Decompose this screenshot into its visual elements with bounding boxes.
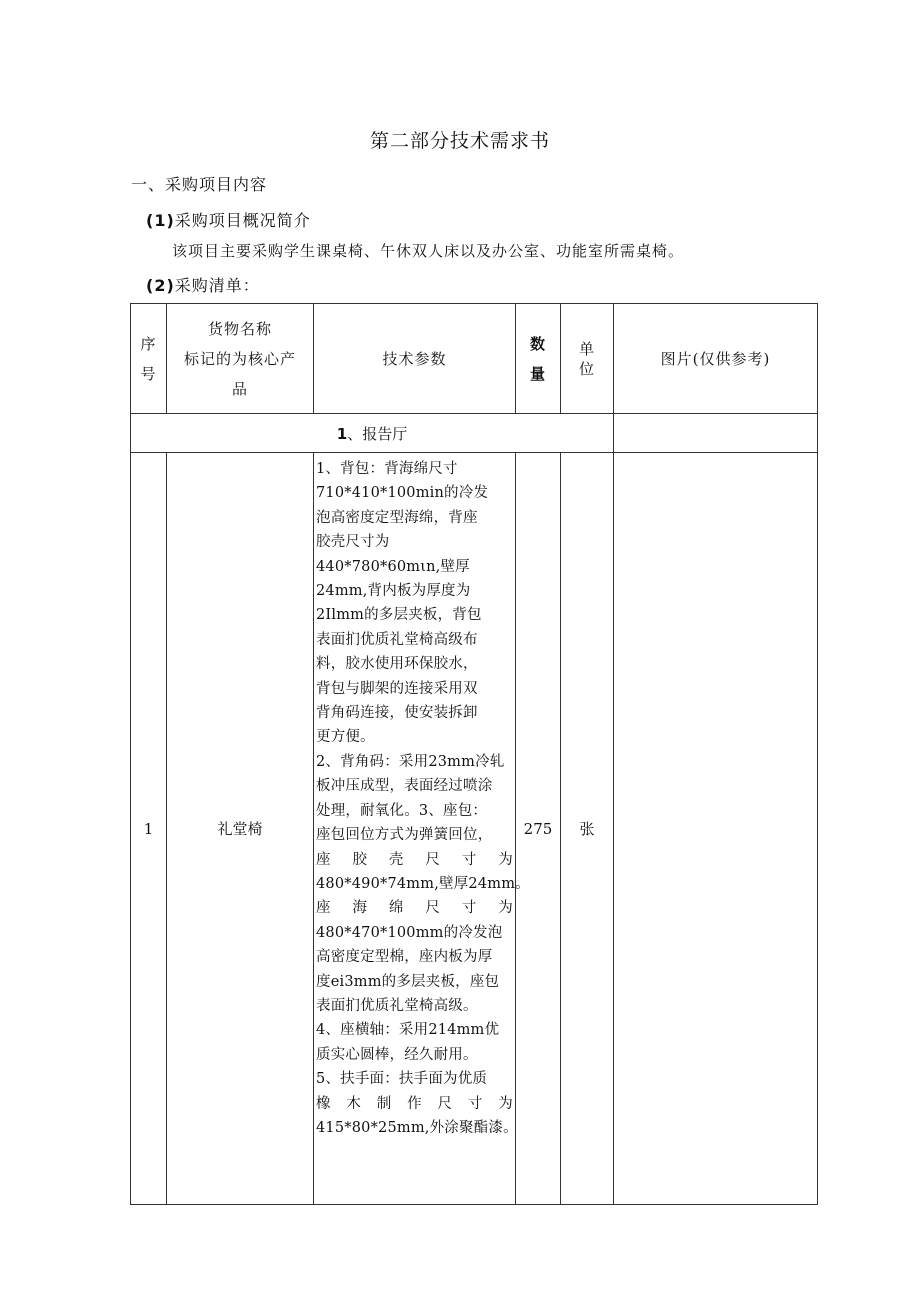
section-label — [131, 414, 614, 453]
section-empty-cell — [614, 414, 818, 453]
tech-line: 480*490*74mm,壁厚24mm。 — [316, 875, 530, 892]
header-name-line: 品 — [231, 379, 248, 398]
subsection-number: (2) — [146, 276, 175, 295]
header-qty-line: 数 — [529, 334, 546, 353]
header-qty-line: 量 — [529, 364, 546, 383]
tech-line: 橡 木 制 作 尺 寸 为 — [316, 1095, 513, 1112]
tech-line: 度ei3mm的多层夹板，座包 — [316, 973, 500, 990]
header-unit — [561, 304, 614, 414]
tech-line: 座 胶 壳 尺 寸 为 — [316, 851, 513, 868]
header-name-line: 标记的为核心产 — [183, 349, 296, 368]
tech-line: 2Ilmm的多层夹板，背包 — [316, 607, 482, 624]
row-tech — [314, 453, 530, 1205]
subsection-number: (1) — [146, 211, 175, 230]
page-title: 第二部分技术需求书 — [369, 130, 550, 152]
tech-line: 背角码连接，使安装拆卸 — [316, 705, 478, 722]
tech-line: 5、扶手面：扶手面为优质 — [316, 1071, 488, 1088]
header-seq-line: 号 — [140, 364, 157, 383]
header-qty — [516, 304, 561, 414]
row-name: 礼堂椅 — [167, 453, 314, 1205]
section-number: 1 — [336, 424, 348, 443]
tech-line: 710*410*100min的冷发 — [316, 485, 489, 502]
tech-line: 表面扪优质礼堂椅高级布 — [316, 631, 478, 648]
subsection-heading-overview — [146, 208, 311, 231]
tech-line: 质实心圆棒，经久耐用。 — [316, 1046, 478, 1063]
tech-line: 料，胶水使用环保胶水， — [316, 656, 478, 673]
tech-line: 处理，耐氧化。3、座包： — [316, 802, 488, 819]
tech-line: 泡高密度定型海绵，背座 — [316, 509, 478, 526]
tech-line: 高密度定型棉，座内板为厚 — [316, 949, 493, 966]
tech-line: 2、背角码：采用23mm冷轧 — [316, 753, 505, 770]
subsection-text: 采购项目概况简介 — [174, 211, 311, 230]
section-heading: 一、采购项目内容 — [131, 175, 268, 194]
procurement-table — [130, 303, 818, 1205]
row-image — [614, 453, 818, 1205]
tech-line: 1、背包：背海绵尺寸 — [316, 461, 458, 477]
subsection-text: 采购清单： — [174, 276, 260, 295]
table-row — [131, 453, 818, 1205]
tech-line: 480*470*100mm的冷发泡 — [316, 924, 503, 941]
tech-line: 表面扪优质礼堂椅高级。 — [316, 997, 478, 1014]
section-text: 、报告厅 — [347, 424, 408, 443]
tech-line: 座包回位方式为弹簧回位， — [316, 827, 493, 844]
header-name — [167, 304, 314, 414]
header-name-line: 货物名称 — [207, 319, 272, 338]
row-seq: 1 — [131, 453, 167, 1205]
intro-paragraph: 该项目主要采购学生课桌椅、午休双人床以及办公室、功能室所需桌椅。 — [172, 242, 685, 260]
header-row — [131, 304, 818, 414]
row-qty: 275 — [516, 453, 561, 1205]
tech-line: 440*780*60mιn,壁厚 — [316, 558, 470, 575]
tech-line: 胶壳尺寸为 — [316, 534, 390, 551]
header-seq-line: 序 — [140, 334, 157, 353]
header-image-label: 图片(仅供参考) — [660, 349, 771, 368]
tech-line: 415*80*25mm,外涂聚酯漆。 — [316, 1119, 518, 1136]
header-unit-line: 单 — [578, 339, 595, 358]
header-tech — [314, 304, 516, 414]
tech-line: 座 海 绵 尺 寸 为 — [316, 900, 513, 917]
section-row — [131, 414, 818, 453]
tech-line: 板冲压成型，表面经过喷涂 — [316, 778, 493, 795]
tech-line: 更方便。 — [316, 729, 375, 746]
row-unit: 张 — [561, 453, 614, 1205]
header-image — [614, 304, 818, 414]
header-unit-line: 位 — [578, 359, 595, 378]
tech-line: 24mm,背内板为厚度为 — [316, 583, 471, 600]
subsection-heading-list — [146, 273, 260, 296]
header-seq — [131, 304, 167, 414]
header-tech-label: 技术参数 — [382, 349, 447, 368]
tech-line: 背包与脚架的连接采用双 — [316, 680, 478, 697]
tech-line: 4、座横轴：采用214mm优 — [316, 1022, 500, 1039]
